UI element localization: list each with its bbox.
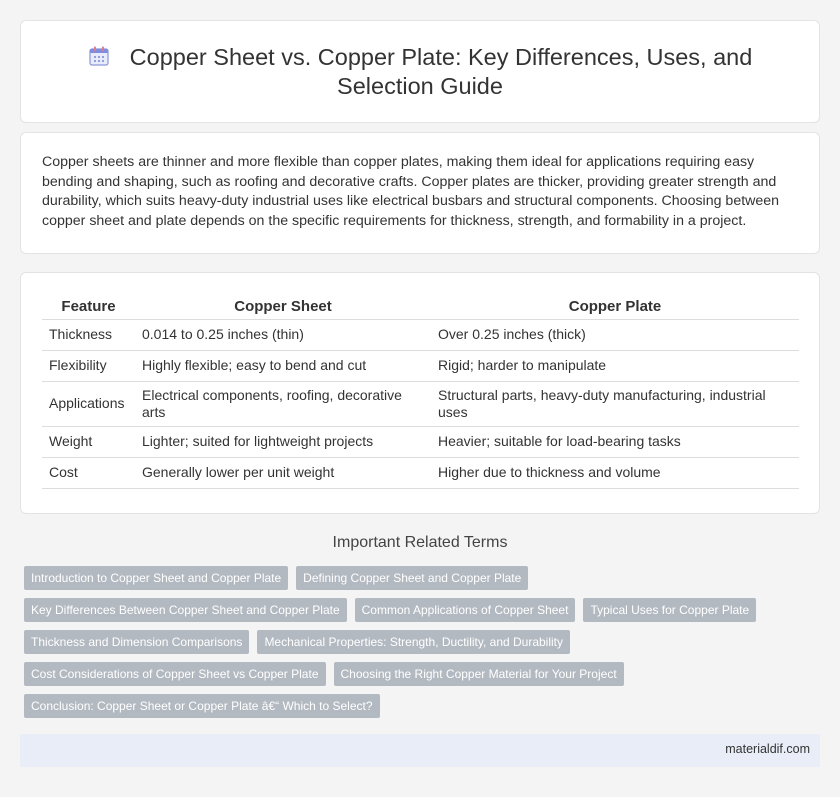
table-row [42, 350, 799, 381]
header-copper-sheet: Copper Sheet [135, 295, 431, 319]
related-term-link[interactable]: Conclusion: Copper Sheet or Copper Plate â€“ Which to Select? [24, 694, 380, 718]
table-cell: Generally lower per unit weight [135, 457, 431, 488]
comparison-table [42, 295, 799, 489]
footer-site-link[interactable]: materialdif.com [725, 742, 810, 756]
related-term-link[interactable]: Cost Considerations of Copper Sheet vs Copper Plate [24, 662, 326, 686]
related-term-link[interactable]: Common Applications of Copper Sheet [355, 598, 576, 622]
table-cell: Cost [42, 457, 135, 488]
title-line-1: Copper Sheet vs. Copper Plate: Key Differences, Uses, and [129, 44, 753, 70]
table-row [42, 457, 799, 488]
table-cell: Weight [42, 426, 135, 457]
table-cell: Highly flexible; easy to bend and cut [135, 350, 431, 381]
related-term-link[interactable]: Mechanical Properties: Strength, Ductility, and Durability [257, 630, 570, 654]
table-cell: Structural parts, heavy-duty manufacturing, industrial uses [431, 381, 799, 426]
table-row [42, 381, 799, 426]
title-card [20, 20, 820, 123]
related-term-link[interactable]: Thickness and Dimension Comparisons [24, 630, 249, 654]
tag-row [24, 598, 804, 622]
header-copper-plate: Copper Plate [431, 295, 799, 319]
related-term-link[interactable]: Introduction to Copper Sheet and Copper Plate [24, 566, 288, 590]
comparison-card [20, 272, 820, 514]
related-term-link[interactable]: Key Differences Between Copper Sheet and Copper Plate [24, 598, 347, 622]
table-cell: Over 0.25 inches (thick) [431, 319, 799, 350]
related-term-link[interactable]: Typical Uses for Copper Plate [583, 598, 756, 622]
table-cell: Heavier; suitable for load-bearing tasks [431, 426, 799, 457]
calendar-icon [88, 45, 110, 67]
table-cell: Higher due to thickness and volume [431, 457, 799, 488]
table-cell: Rigid; harder to manipulate [431, 350, 799, 381]
table-cell: Lighter; suited for lightweight projects [135, 426, 431, 457]
related-terms-list [24, 566, 804, 726]
table-cell: 0.014 to 0.25 inches (thin) [135, 319, 431, 350]
related-terms-heading: Important Related Terms [332, 534, 508, 551]
table-row [42, 426, 799, 457]
tag-row [24, 566, 804, 590]
intro-card [20, 132, 820, 254]
table-cell: Applications [42, 381, 135, 426]
title-line-2: Selection Guide [337, 73, 503, 99]
table-cell: Thickness [42, 319, 135, 350]
tag-row [24, 694, 804, 718]
table-header-row [42, 295, 799, 319]
page-title [21, 43, 819, 101]
header-feature: Feature [42, 295, 135, 319]
related-term-link[interactable]: Defining Copper Sheet and Copper Plate [296, 566, 528, 590]
table-cell: Flexibility [42, 350, 135, 381]
tag-row [24, 662, 804, 686]
table-row [42, 319, 799, 350]
footer [20, 734, 820, 767]
intro-paragraph: Copper sheets are thinner and more flexible than copper plates, making them ideal for applications requiring easy bending and shaping, such as roofing and decorative crafts. Copper plates are thicker, providing greater strength and durability, which suits heavy-duty industrial uses like electrical busbars and structural components. Choosing between copper sheet and plate depends on the specific requirements for thickness, strength, and formability in a project. [42, 154, 780, 229]
table-cell: Electrical components, roofing, decorative arts [135, 381, 431, 426]
tag-row [24, 630, 804, 654]
related-term-link[interactable]: Choosing the Right Copper Material for Your Project [334, 662, 624, 686]
